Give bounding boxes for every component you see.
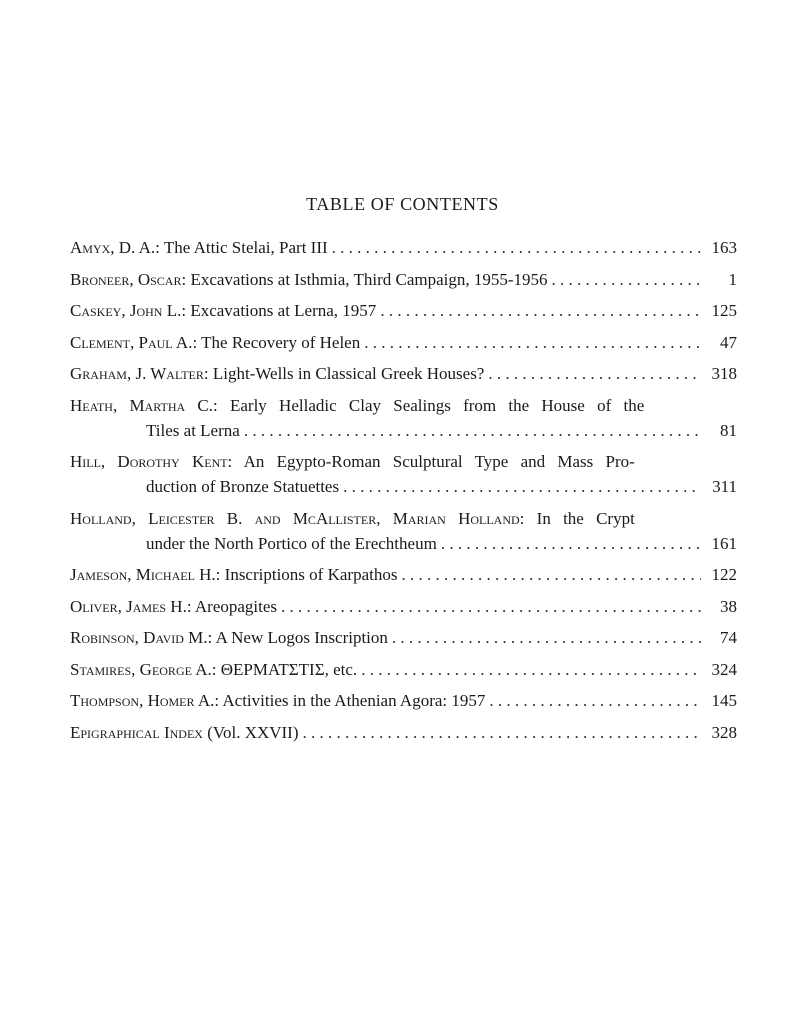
toc-title-continuation: Tiles at Lerna xyxy=(146,420,240,440)
toc-author: Robinson, David M.: xyxy=(70,628,213,647)
toc-page-number: 163 xyxy=(711,238,737,257)
dot-leader xyxy=(303,720,701,745)
dot-leader xyxy=(343,474,701,499)
toc-author: Caskey, John L.: xyxy=(70,301,187,320)
toc-entry xyxy=(70,361,737,386)
toc-author: Amyx, D. A.: xyxy=(70,238,160,257)
toc-entry xyxy=(70,298,737,323)
toc-author: Epigraphical Index xyxy=(70,722,203,742)
toc-title: The Attic Stelai, Part III xyxy=(163,238,328,257)
dot-leader xyxy=(392,625,701,650)
dot-leader xyxy=(401,562,701,587)
toc-author: Thompson, Homer A.: xyxy=(70,691,220,710)
toc-page-number: 122 xyxy=(711,565,737,584)
toc-page-number: 311 xyxy=(712,477,737,496)
toc-entry xyxy=(70,625,737,650)
dot-leader xyxy=(332,235,701,260)
toc-entry xyxy=(70,393,737,443)
dot-leader xyxy=(244,418,701,443)
toc-title-continuation: under the North Portico of the Erechtheum xyxy=(146,533,437,553)
toc-page-number: 318 xyxy=(711,364,737,383)
toc-author: Oliver, James H.: xyxy=(70,596,192,616)
toc-entry xyxy=(70,449,737,499)
page-title: TABLE OF CONTENTS xyxy=(306,194,499,214)
toc-title: Early Helladic Clay Sealings from the House of the xyxy=(229,395,645,415)
toc-title: Light-Wells in Classical Greek Houses? xyxy=(212,364,485,383)
toc-title: Excavations at Lerna, 1957 xyxy=(190,301,377,320)
toc-page-number: 47 xyxy=(720,332,737,352)
table-of-contents xyxy=(70,235,737,751)
toc-author: Jameson, Michael H.: xyxy=(70,565,221,584)
dot-leader xyxy=(552,267,701,292)
toc-page-number: 125 xyxy=(711,301,737,320)
toc-page-number: 81 xyxy=(720,420,737,440)
toc-entry xyxy=(70,657,737,682)
toc-author: Stamires, George A.: xyxy=(70,659,217,679)
toc-title: An Egypto-Roman Sculptural Type and Mass Pro- xyxy=(243,452,635,471)
toc-author: Graham, J. Walter: xyxy=(70,364,209,383)
dot-leader xyxy=(380,298,701,323)
toc-author: Holland, Leicester B. and McAllister, Marian Holland: xyxy=(70,508,525,528)
toc-entry xyxy=(70,506,737,556)
toc-entry xyxy=(70,720,737,745)
toc-entry xyxy=(70,267,737,292)
toc-author: Clement, Paul A.: xyxy=(70,332,198,352)
toc-page-number: 324 xyxy=(711,659,737,679)
toc-page-number: 1 xyxy=(728,269,737,289)
toc-page-number: 328 xyxy=(711,722,737,742)
toc-entry xyxy=(70,562,737,587)
toc-author: Heath, Martha C.: xyxy=(70,395,218,415)
dot-leader xyxy=(488,361,701,386)
toc-page-number: 145 xyxy=(711,691,737,710)
toc-entry xyxy=(70,594,737,619)
toc-title: Inscriptions of Karpathos xyxy=(224,565,398,584)
toc-title: Activities in the Athenian Agora: 1957 xyxy=(222,691,486,710)
toc-title: Excavations at Isthmia, Third Campaign, 1955-1956 xyxy=(190,269,548,289)
dot-leader xyxy=(441,531,701,556)
toc-author: Hill, Dorothy Kent: xyxy=(70,452,233,471)
toc-title-continuation: duction of Bronze Statuettes xyxy=(146,477,340,496)
toc-entry xyxy=(70,688,737,713)
toc-entry xyxy=(70,330,737,355)
toc-page-number: 161 xyxy=(711,533,737,553)
toc-title: The Recovery of Helen xyxy=(201,332,361,352)
toc-entry xyxy=(70,235,737,260)
toc-title: Areopagites xyxy=(194,596,278,616)
toc-page-number: 38 xyxy=(720,596,737,616)
dot-leader xyxy=(361,657,701,682)
toc-author: Broneer, Oscar: xyxy=(70,269,187,289)
toc-title: In the Crypt xyxy=(536,508,635,528)
toc-title: A New Logos Inscription xyxy=(215,628,388,647)
dot-leader xyxy=(281,594,701,619)
toc-title: (Vol. XXVII) xyxy=(207,722,299,742)
dot-leader xyxy=(364,330,701,355)
toc-page-number: 74 xyxy=(720,628,737,647)
toc-title: ΘΕΡΜΑΤΣΤΙΣ, etc. xyxy=(220,659,358,679)
dot-leader xyxy=(489,688,701,713)
